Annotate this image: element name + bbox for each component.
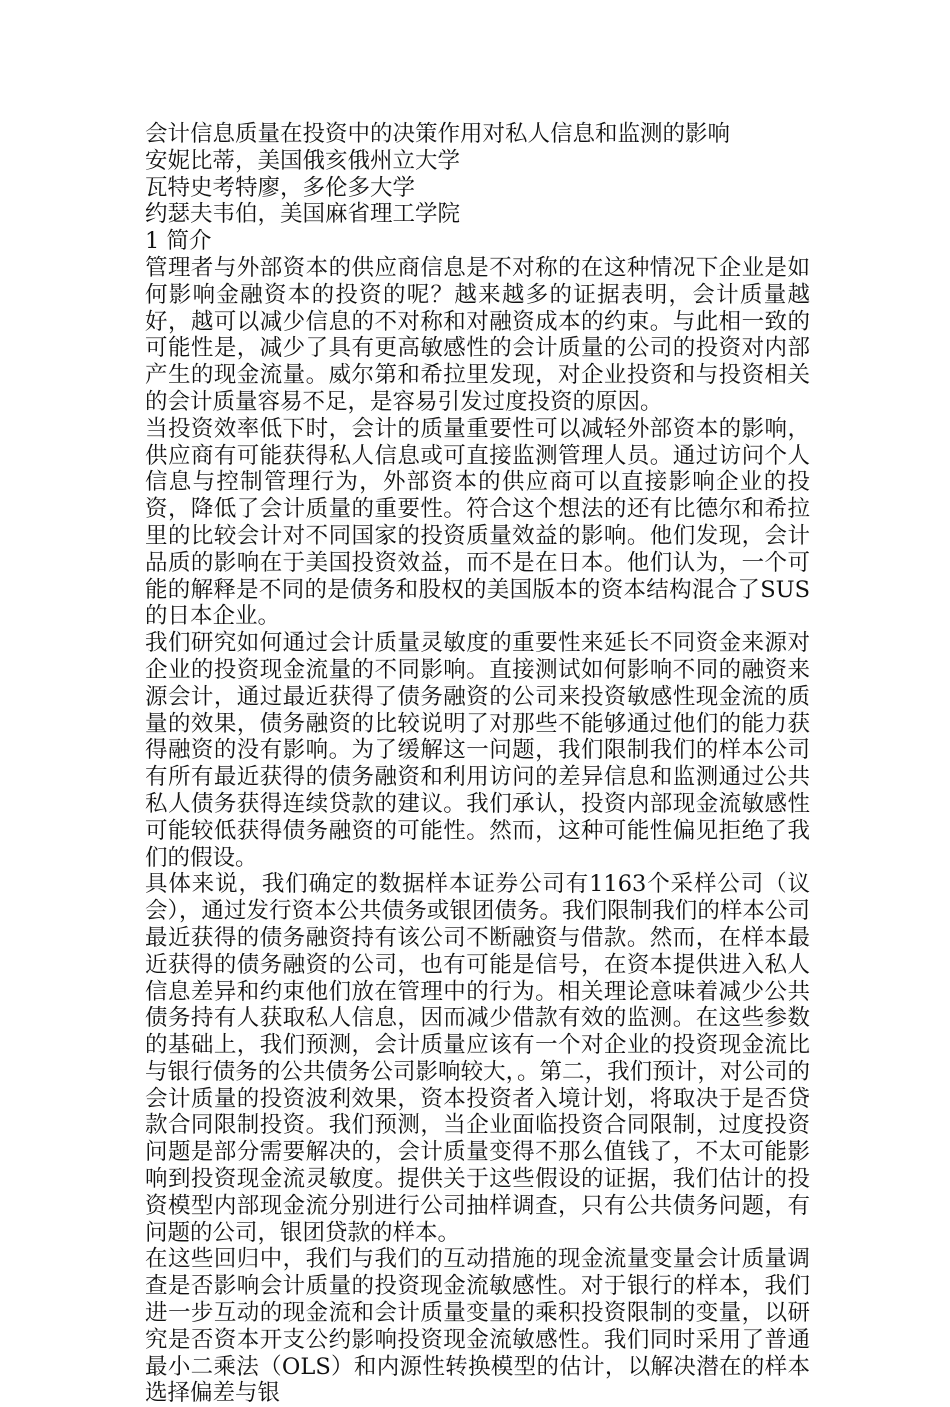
document-page [145, 121, 810, 1407]
body-paragraph: 当投资效率低下时，会计的质量重要性可以减轻外部资本的影响，供应商有可能获得私人信息或可直接监测管理人员。通过访问个人信息与控制管理行为，外部资本的供应商可以直接影响企业的投资，降低了会计质量的重要性。符合这个想法的还有比德尔和希拉里的比较会计对不同国家的投资质量效益的影响。他们发现，会计品质的影响在于美国投资效益，而不是在日本。他们认为，一个可能的解释是不同的是债务和股权的美国版本的资本结构混合了SUS的日本企业。 [145, 415, 810, 630]
author-line: 瓦特史考特廖，多伦多大学 [145, 174, 416, 201]
author-line: 约瑟夫韦伯，美国麻省理工学院 [145, 201, 461, 228]
author-line: 安妮比蒂，美国俄亥俄州立大学 [145, 147, 461, 174]
body-paragraph: 具体来说，我们确定的数据样本证券公司有1163个采样公司（议会），通过发行资本公共债务或银团债务。我们限制我们的样本公司最近获得的债务融资持有该公司不断融资与借款。然而，在样本最近获得的债务融资的公司，也有可能是信号，在资本提供进入私人信息差异和约束他们放在管理中的行为。相关理论意味着减少公共债务持有人获取私人信息，因而减少借款有效的监测。在这些参数的基础上，我们预测，会计质量应该有一个对企业的投资现金流比与银行债务的公共债务公司影响较大，。第二，我们预计，对公司的会计质量的投资波利效果，资本投资者入境计划，将取决于是否贷款合同限制投资。我们预测，当企业面临投资合同限制，过度投资问题是部分需要解决的，会计质量变得不那么值钱了，不太可能影响到投资现金流灵敏度。提供关于这些假设的证据，我们估计的投资模型内部现金流分别进行公司抽样调查，只有公共债务问题，有问题的公司，银团贷款的样本。 [145, 871, 810, 1246]
body-paragraph: 我们研究如何通过会计质量灵敏度的重要性来延长不同资金来源对企业的投资现金流量的不同影响。直接测试如何影响不同的融资来源会计，通过最近获得了债务融资的公司来投资敏感性现金流的质量的效果，债务融资的比较说明了对那些不能够通过他们的能力获得融资的没有影响。为了缓解这一问题，我们限制我们的样本公司有所有最近获得的债务融资和利用访问的差异信息和监测通过公共私人债务获得连续贷款的建议。我们承认，投资内部现金流敏感性可能较低获得债务融资的可能性。然而，这种可能性偏见拒绝了我们的假设。 [145, 630, 810, 871]
body-paragraph: 管理者与外部资本的供应商信息是不对称的在这种情况下企业是如何影响金融资本的投资的呢？越来越多的证据表明，会计质量越好，越可以减少信息的不对称和对融资成本的约束。与此相一致的可能性是，减少了具有更高敏感性的会计质量的公司的投资对内部产生的现金流量。威尔第和希拉里发现，对企业投资和与投资相关的会计质量容易不足，是容易引发过度投资的原因。 [145, 254, 810, 415]
body-paragraph: 在这些回归中，我们与我们的互动措施的现金流量变量会计质量调查是否影响会计质量的投资现金流敏感性。对于银行的样本，我们进一步互动的现金流和会计质量变量的乘积投资限制的变量，以研究是否资本开支公约影响投资现金流敏感性。我们同时采用了普通最小二乘法（OLS）和内源性转换模型的估计，以解决潜在的样本选择偏差与银 [145, 1246, 810, 1407]
document-title: 会计信息质量在投资中的决策作用对私人信息和监测的影响 [145, 121, 731, 147]
section-heading: 1 简介 [145, 228, 212, 255]
